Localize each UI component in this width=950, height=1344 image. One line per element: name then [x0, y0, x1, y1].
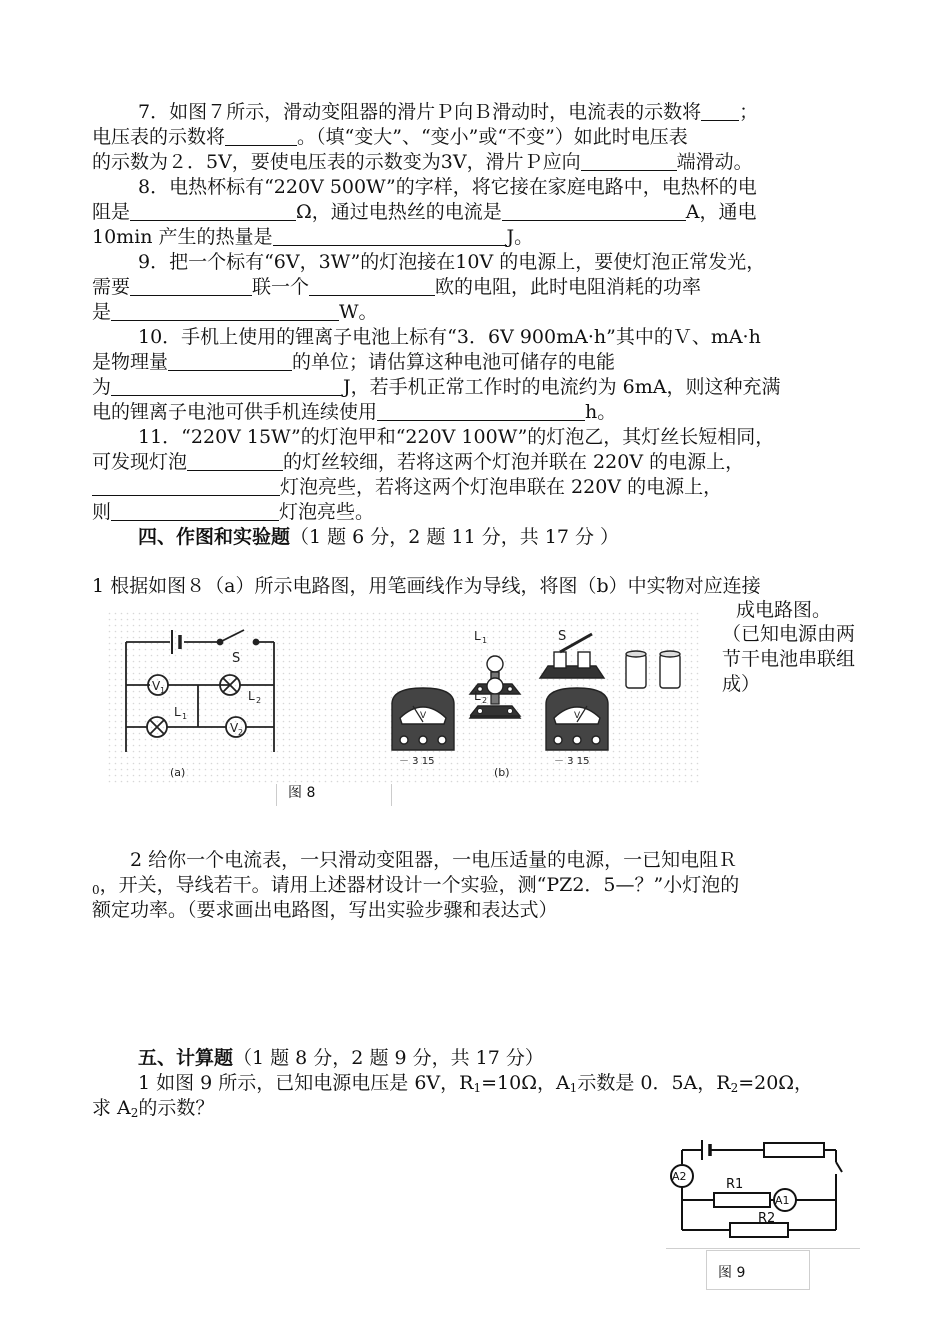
figure-9-caption: 图 9 [718, 1265, 746, 1281]
section-5-q1-line-1: 1 如图 9 所示，已知电源电压是 6V，$R_1=10\Omega$，$A_1$示数是 0．5A，$R_2=20\Omega$， [138, 1072, 814, 1095]
section-4-heading: 四、作图和实验题 [138, 526, 291, 548]
question-8-line-1: 8．电热杯标有“220V 500W”的字样，将它接在家庭电路中，电热杯的电 [138, 176, 757, 198]
l2-label: L [248, 689, 255, 703]
figure-9-divider [666, 1248, 860, 1249]
answer-blank[interactable] [502, 202, 686, 221]
section-4-q1-line-2: 成电路图。 [736, 599, 832, 621]
answer-blank[interactable] [111, 377, 343, 396]
switch-label: S [232, 651, 241, 666]
v2-sub: 2 [238, 728, 244, 737]
figure-8-caption: 图 8 [288, 785, 316, 801]
question-11-line-4: 则 灯泡亮些。 [92, 501, 375, 523]
question-10-line-1: 10．手机上使用的锂离子电池上标有“3．6V 900mA·h”其中的Ｖ、mA·h [138, 326, 761, 348]
battery-cap [660, 651, 680, 657]
answer-blank[interactable] [92, 477, 280, 496]
answer-blank[interactable] [225, 127, 297, 146]
figure-8a-tag: (a) [170, 766, 186, 779]
section-4-q2-line-3: 额定功率。（要求画出电路图，写出实验步骤和表达式） [92, 899, 558, 921]
l1-sub: 1 [182, 712, 188, 721]
answer-blank[interactable] [168, 352, 292, 371]
question-11-line-3: 灯泡亮些，若将这两个灯泡串联在 220V 的电源上， [92, 475, 860, 500]
l1-label: L [174, 705, 181, 719]
meter-1-v: V [420, 711, 427, 721]
figure-9-circuit [671, 1140, 842, 1237]
v2-label: V [230, 721, 239, 735]
figure-8 [108, 612, 700, 784]
section-5-score: （1 题 8 分，2 题 9 分，共 17 分） [233, 1047, 544, 1069]
r1-label: R1 [726, 1177, 744, 1192]
section-5-q1-line-2: 求 $A_2$的示数？ [92, 1097, 215, 1120]
figure-8b-tag: (b) [494, 766, 510, 779]
meter-2-v: V [574, 711, 581, 721]
section-4-heading-line [92, 525, 860, 550]
b-switch-label: S [558, 629, 567, 644]
a2-label: A2 [672, 1170, 687, 1183]
section-4-q2-line-2: $_0$，开关，导线若干。请用上述器材设计一个实验，测“PZ2．5—？”小灯泡的 [92, 874, 740, 897]
b-l2-sub: 2 [482, 696, 488, 705]
question-7-line-2: 电压表的示数将 。（填“变大”、“变小”或“不变”）如此时电压表 [92, 126, 688, 148]
answer-blank[interactable] [130, 277, 252, 296]
a1-label: A1 [775, 1194, 790, 1207]
question-7-line-1: 7．如图７所示，滑动变阻器的滑片Ｐ向Ｂ滑动时，电流表的示数将 ； [138, 101, 759, 123]
answer-blank[interactable] [187, 452, 283, 471]
section-4-note: （已知电源由两节干电池串联组成） [722, 623, 856, 695]
l2-sub: 2 [256, 696, 262, 705]
question-11-line-1: 11．“220V 15W”的灯泡甲和“220V 100W”的灯泡乙，其灯丝长短相同， [138, 426, 775, 448]
answer-blank[interactable] [111, 502, 279, 521]
answer-blank[interactable] [273, 227, 507, 246]
question-8-line-2: 阻是 Ω，通过电热丝的电流是 A，通电 [92, 201, 757, 223]
meter-2-scale: － 3 15 [554, 756, 590, 767]
battery-cell [626, 654, 646, 688]
section-5-heading-line [92, 1046, 860, 1071]
question-9-line-1: 9．把一个标有“6V，3W”的灯泡接在10V 的电源上，要使灯泡正常发光， [138, 251, 766, 273]
section-4-q2-line-1: 2 给你一个电流表，一只滑动变阻器，一电压适量的电源，一已知电阻Ｒ [130, 849, 738, 871]
v1-sub: 1 [160, 686, 166, 695]
question-10-line-3: 为 J，若手机正常工作时的电流约为 6mA，则这种充满 [92, 376, 781, 398]
b-l1-sub: 1 [482, 636, 488, 645]
battery-cell [660, 654, 680, 688]
question-10-line-4: 电的锂离子电池可供手机连续使用 h。 [92, 401, 617, 423]
lamp-l2-part [470, 672, 530, 718]
answer-blank[interactable] [701, 102, 739, 121]
section-4-q1-line-1: 1 根据如图８（a）所示电路图，用笔画线作为导线，将图（b）中实物对应连接 [92, 575, 761, 597]
answer-blank[interactable] [309, 277, 435, 296]
question-7-line-3: 的示数为２．5V，要使电压表的示数变为3V，滑片Ｐ应向 端滑动。 [92, 151, 753, 173]
answer-blank[interactable] [111, 302, 339, 321]
r2-label: R2 [758, 1211, 776, 1226]
b-l2-label: L [474, 689, 481, 703]
question-11-line-2: 可发现灯泡 的灯丝较细，若将这两个灯泡并联在 220V 的电源上， [92, 451, 745, 473]
question-9-line-2: 需要 联一个 欧的电阻，此时电阻消耗的功率 [92, 276, 702, 298]
battery-cap [626, 651, 646, 657]
question-10-line-2: 是物理量 的单位；请估算这种电池可储存的电能 [92, 351, 616, 373]
question-8-line-3: 10min 产生的热量是 J。 [92, 226, 534, 248]
answer-blank[interactable] [581, 152, 677, 171]
answer-blank[interactable] [377, 402, 585, 421]
b-l1-label: L [474, 629, 481, 643]
v1-label: V [152, 679, 161, 693]
figure-9 [664, 1128, 864, 1252]
section-4-score: （1 题 6 分，2 题 11 分，共 17 分 ） [290, 526, 619, 548]
section-5-heading: 五、计算题 [138, 1047, 234, 1069]
answer-blank[interactable] [130, 202, 296, 221]
meter-1-scale: － 3 15 [399, 756, 435, 767]
question-9-line-3: 是 W。 [92, 301, 378, 323]
